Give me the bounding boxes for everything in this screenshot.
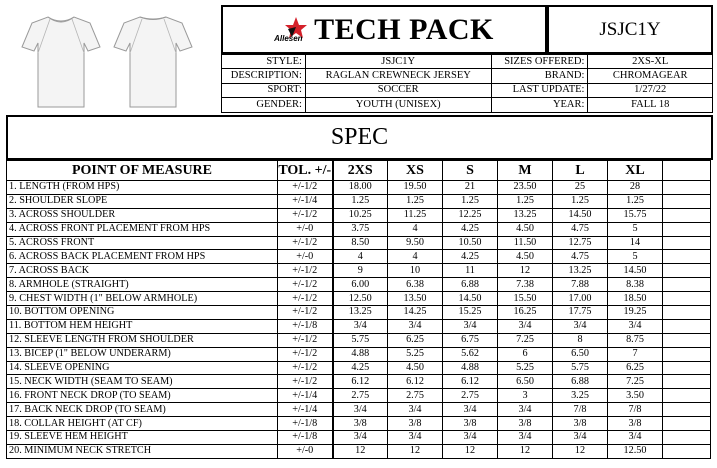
- size-value-cell: 3/4: [608, 431, 663, 445]
- size-value-cell: 14.25: [388, 306, 443, 320]
- info-label: SPORT:: [222, 83, 306, 97]
- size-value-cell: 6.75: [443, 333, 498, 347]
- info-label: STYLE:: [222, 55, 306, 69]
- size-value-cell: 1.25: [553, 194, 608, 208]
- size-value-cell: 7.25: [608, 375, 663, 389]
- info-value: CHROMAGEAR: [588, 69, 713, 83]
- measure-name-cell: 8. ARMHOLE (STRAIGHT): [7, 278, 278, 292]
- size-value-cell: 4.25: [333, 361, 388, 375]
- size-value-cell: [663, 319, 711, 333]
- size-value-cell: 6.12: [388, 375, 443, 389]
- measure-name-cell: 10. BOTTOM OPENING: [7, 306, 278, 320]
- size-value-cell: 15.50: [498, 292, 553, 306]
- measure-name-cell: 17. BACK NECK DROP (TO SEAM): [7, 403, 278, 417]
- column-header-pom: POINT OF MEASURE: [7, 161, 278, 181]
- size-value-cell: 9: [333, 264, 388, 278]
- size-value-cell: 5: [608, 222, 663, 236]
- measure-name-cell: 1. LENGTH (FROM HPS): [7, 181, 278, 195]
- table-row: [7, 236, 711, 250]
- size-value-cell: 6: [498, 347, 553, 361]
- table-row: [7, 389, 711, 403]
- measure-name-cell: 12. SLEEVE LENGTH FROM SHOULDER: [7, 333, 278, 347]
- size-value-cell: 12: [443, 444, 498, 458]
- size-value-cell: [663, 417, 711, 431]
- tolerance-cell: +/-1/2: [278, 278, 333, 292]
- size-value-cell: [663, 250, 711, 264]
- info-row: [222, 69, 713, 83]
- size-value-cell: [663, 292, 711, 306]
- size-value-cell: 8.75: [608, 333, 663, 347]
- info-label: SIZES OFFERED:: [491, 55, 588, 69]
- tolerance-cell: +/-1/2: [278, 347, 333, 361]
- size-value-cell: 11: [443, 264, 498, 278]
- info-row: [222, 83, 713, 97]
- spec-heading: [6, 115, 713, 160]
- size-value-cell: 14.50: [608, 264, 663, 278]
- size-value-cell: 6.88: [553, 375, 608, 389]
- size-value-cell: 3.75: [333, 222, 388, 236]
- measure-name-cell: 3. ACROSS SHOULDER: [7, 208, 278, 222]
- size-value-cell: 7.38: [498, 278, 553, 292]
- size-value-cell: [663, 431, 711, 445]
- size-value-cell: 3/4: [498, 431, 553, 445]
- size-value-cell: 16.25: [498, 306, 553, 320]
- size-value-cell: 13.50: [388, 292, 443, 306]
- size-value-cell: 12: [498, 444, 553, 458]
- size-value-cell: 12.25: [443, 208, 498, 222]
- size-value-cell: 4.50: [388, 361, 443, 375]
- column-header: XS: [388, 161, 443, 181]
- measure-name-cell: 18. COLLAR HEIGHT (AT CF): [7, 417, 278, 431]
- size-value-cell: 4: [388, 250, 443, 264]
- info-value: RAGLAN CREWNECK JERSEY: [305, 69, 491, 83]
- style-info-table: [221, 54, 713, 113]
- size-value-cell: 3/8: [443, 417, 498, 431]
- table-row: [7, 264, 711, 278]
- size-value-cell: 18.50: [608, 292, 663, 306]
- size-value-cell: 10.25: [333, 208, 388, 222]
- measure-name-cell: 16. FRONT NECK DROP (TO SEAM): [7, 389, 278, 403]
- size-value-cell: 3.50: [608, 389, 663, 403]
- size-value-cell: 13.25: [333, 306, 388, 320]
- size-value-cell: 4.50: [498, 250, 553, 264]
- size-value-cell: 7/8: [608, 403, 663, 417]
- tolerance-cell: +/-1/2: [278, 208, 333, 222]
- size-value-cell: 1.25: [498, 194, 553, 208]
- tolerance-cell: +/-1/2: [278, 292, 333, 306]
- size-value-cell: 1.25: [443, 194, 498, 208]
- table-row: [7, 431, 711, 445]
- size-value-cell: 2.75: [443, 389, 498, 403]
- tolerance-cell: +/-0: [278, 250, 333, 264]
- table-row: [7, 444, 711, 458]
- size-value-cell: 3/4: [553, 431, 608, 445]
- tolerance-cell: +/-1/2: [278, 361, 333, 375]
- size-value-cell: 19.25: [608, 306, 663, 320]
- measure-name-cell: 7. ACROSS BACK: [7, 264, 278, 278]
- size-value-cell: [663, 208, 711, 222]
- size-value-cell: 12.50: [333, 292, 388, 306]
- size-value-cell: [663, 347, 711, 361]
- size-value-cell: 6.12: [333, 375, 388, 389]
- shirt-front-sketch: [20, 13, 102, 111]
- size-value-cell: 18.00: [333, 181, 388, 195]
- tolerance-cell: +/-1/4: [278, 194, 333, 208]
- size-value-cell: 3/4: [443, 319, 498, 333]
- table-row: [7, 375, 711, 389]
- measure-name-cell: 19. SLEEVE HEM HEIGHT: [7, 431, 278, 445]
- spec-table: [6, 160, 711, 459]
- size-value-cell: 11.25: [388, 208, 443, 222]
- table-row: [7, 403, 711, 417]
- info-label: BRAND:: [491, 69, 588, 83]
- size-value-cell: [663, 181, 711, 195]
- measure-name-cell: 4. ACROSS FRONT PLACEMENT FROM HPS: [7, 222, 278, 236]
- size-value-cell: 14.50: [553, 208, 608, 222]
- table-row: [7, 306, 711, 320]
- size-value-cell: 3/8: [498, 417, 553, 431]
- size-value-cell: 4.75: [553, 250, 608, 264]
- tech-pack-title-box: [221, 5, 547, 54]
- table-row: [7, 347, 711, 361]
- size-value-cell: 7: [608, 347, 663, 361]
- size-value-cell: 4: [388, 222, 443, 236]
- table-row: [7, 417, 711, 431]
- size-value-cell: 1.25: [333, 194, 388, 208]
- size-value-cell: 12: [333, 444, 388, 458]
- size-value-cell: [663, 264, 711, 278]
- size-value-cell: 9.50: [388, 236, 443, 250]
- size-value-cell: 8.50: [333, 236, 388, 250]
- measure-name-cell: 20. MINIMUM NECK STRETCH: [7, 444, 278, 458]
- shirt-back-sketch: [112, 13, 194, 111]
- brand-logo: [274, 15, 310, 45]
- size-value-cell: 12.50: [608, 444, 663, 458]
- tolerance-cell: +/-1/8: [278, 417, 333, 431]
- size-value-cell: 17.75: [553, 306, 608, 320]
- tolerance-cell: +/-1/4: [278, 389, 333, 403]
- garment-sketch-area: [6, 5, 218, 115]
- tolerance-cell: +/-1/2: [278, 333, 333, 347]
- size-value-cell: 3/4: [498, 319, 553, 333]
- size-value-cell: 25: [553, 181, 608, 195]
- table-row: [7, 292, 711, 306]
- size-value-cell: 3.25: [553, 389, 608, 403]
- size-value-cell: [663, 375, 711, 389]
- table-row: [7, 319, 711, 333]
- size-value-cell: 3/4: [333, 431, 388, 445]
- size-value-cell: 12: [498, 264, 553, 278]
- table-row: [7, 250, 711, 264]
- size-value-cell: [663, 444, 711, 458]
- tolerance-cell: +/-0: [278, 444, 333, 458]
- tolerance-cell: +/-0: [278, 222, 333, 236]
- tolerance-cell: +/-1/4: [278, 403, 333, 417]
- size-value-cell: [663, 236, 711, 250]
- size-value-cell: 4.88: [443, 361, 498, 375]
- measure-name-cell: 5. ACROSS FRONT: [7, 236, 278, 250]
- size-value-cell: 6.25: [388, 333, 443, 347]
- size-value-cell: 7.88: [553, 278, 608, 292]
- info-label: GENDER:: [222, 98, 306, 112]
- size-value-cell: 5.25: [388, 347, 443, 361]
- measure-name-cell: 15. NECK WIDTH (SEAM TO SEAM): [7, 375, 278, 389]
- info-value: SOCCER: [305, 83, 491, 97]
- measure-name-cell: 9. CHEST WIDTH (1" BELOW ARMHOLE): [7, 292, 278, 306]
- size-value-cell: 3/4: [388, 431, 443, 445]
- tolerance-cell: +/-1/2: [278, 264, 333, 278]
- size-value-cell: 10: [388, 264, 443, 278]
- size-value-cell: [663, 333, 711, 347]
- size-value-cell: 3/4: [388, 319, 443, 333]
- size-value-cell: 1.25: [608, 194, 663, 208]
- size-value-cell: 7.25: [498, 333, 553, 347]
- size-value-cell: 4.88: [333, 347, 388, 361]
- size-value-cell: 21: [443, 181, 498, 195]
- size-value-cell: 5.75: [553, 361, 608, 375]
- size-value-cell: 8.38: [608, 278, 663, 292]
- info-label: DESCRIPTION:: [222, 69, 306, 83]
- size-value-cell: 4.75: [553, 222, 608, 236]
- size-value-cell: 6.50: [553, 347, 608, 361]
- info-value: FALL 18: [588, 98, 713, 112]
- size-value-cell: 2.75: [333, 389, 388, 403]
- size-value-cell: [663, 194, 711, 208]
- page-title: TECH PACK: [314, 12, 494, 46]
- size-value-cell: 15.75: [608, 208, 663, 222]
- size-value-cell: 4.25: [443, 222, 498, 236]
- tolerance-cell: +/-1/2: [278, 236, 333, 250]
- brand-logo-text: Allesen: [274, 33, 303, 43]
- column-header: TOL. +/-: [278, 161, 333, 181]
- size-value-cell: 6.25: [608, 361, 663, 375]
- size-value-cell: 6.88: [443, 278, 498, 292]
- style-code: JSJC1Y: [599, 18, 661, 40]
- measure-name-cell: 13. BICEP (1" BELOW UNDERARM): [7, 347, 278, 361]
- table-row: [7, 194, 711, 208]
- tolerance-cell: +/-1/2: [278, 375, 333, 389]
- column-header: L: [553, 161, 608, 181]
- info-value: 1/27/22: [588, 83, 713, 97]
- size-value-cell: 7/8: [553, 403, 608, 417]
- size-value-cell: [663, 403, 711, 417]
- size-value-cell: 3/4: [608, 319, 663, 333]
- size-value-cell: 12.75: [553, 236, 608, 250]
- info-value: 2XS-XL: [588, 55, 713, 69]
- tolerance-cell: +/-1/2: [278, 181, 333, 195]
- size-value-cell: 3/8: [333, 417, 388, 431]
- size-value-cell: 3/8: [553, 417, 608, 431]
- table-row: [7, 208, 711, 222]
- table-row: [7, 333, 711, 347]
- size-value-cell: 10.50: [443, 236, 498, 250]
- size-value-cell: 12: [553, 444, 608, 458]
- size-value-cell: 19.50: [388, 181, 443, 195]
- style-code-box: [547, 5, 713, 54]
- measure-name-cell: 14. SLEEVE OPENING: [7, 361, 278, 375]
- size-value-cell: 14.50: [443, 292, 498, 306]
- size-value-cell: 5.62: [443, 347, 498, 361]
- size-value-cell: 4.50: [498, 222, 553, 236]
- size-value-cell: 14: [608, 236, 663, 250]
- table-row: [7, 181, 711, 195]
- spec-title: SPEC: [330, 124, 389, 150]
- size-value-cell: [663, 278, 711, 292]
- info-row: [222, 55, 713, 69]
- size-value-cell: 8: [553, 333, 608, 347]
- size-value-cell: 1.25: [388, 194, 443, 208]
- column-header: [663, 161, 711, 181]
- size-value-cell: 3/8: [388, 417, 443, 431]
- size-value-cell: 6.12: [443, 375, 498, 389]
- column-header: 2XS: [333, 161, 388, 181]
- size-value-cell: 5.75: [333, 333, 388, 347]
- column-header: M: [498, 161, 553, 181]
- size-value-cell: 23.50: [498, 181, 553, 195]
- size-value-cell: 12: [388, 444, 443, 458]
- tolerance-cell: +/-1/2: [278, 306, 333, 320]
- size-value-cell: 3/4: [333, 403, 388, 417]
- size-value-cell: 17.00: [553, 292, 608, 306]
- info-label: LAST UPDATE:: [491, 83, 588, 97]
- size-value-cell: [663, 389, 711, 403]
- table-row: [7, 278, 711, 292]
- size-value-cell: 3/4: [498, 403, 553, 417]
- size-value-cell: [663, 222, 711, 236]
- size-value-cell: 13.25: [498, 208, 553, 222]
- size-value-cell: 4.25: [443, 250, 498, 264]
- size-value-cell: 3/8: [608, 417, 663, 431]
- measure-name-cell: 11. BOTTOM HEM HEIGHT: [7, 319, 278, 333]
- size-value-cell: [663, 306, 711, 320]
- size-value-cell: 15.25: [443, 306, 498, 320]
- info-value: YOUTH (UNISEX): [305, 98, 491, 112]
- size-value-cell: 6.00: [333, 278, 388, 292]
- column-header: S: [443, 161, 498, 181]
- table-row: [7, 361, 711, 375]
- measure-name-cell: 2. SHOULDER SLOPE: [7, 194, 278, 208]
- info-label: YEAR:: [491, 98, 588, 112]
- size-value-cell: 3/4: [443, 403, 498, 417]
- size-value-cell: 4: [333, 250, 388, 264]
- size-value-cell: 5.25: [498, 361, 553, 375]
- size-value-cell: 11.50: [498, 236, 553, 250]
- size-value-cell: 3/4: [553, 319, 608, 333]
- size-value-cell: 2.75: [388, 389, 443, 403]
- size-value-cell: 5: [608, 250, 663, 264]
- measure-name-cell: 6. ACROSS BACK PLACEMENT FROM HPS: [7, 250, 278, 264]
- size-value-cell: 3/4: [443, 431, 498, 445]
- size-value-cell: [663, 361, 711, 375]
- size-value-cell: 13.25: [553, 264, 608, 278]
- size-value-cell: 6.50: [498, 375, 553, 389]
- size-value-cell: 6.38: [388, 278, 443, 292]
- info-value: JSJC1Y: [305, 55, 491, 69]
- size-value-cell: 3/4: [388, 403, 443, 417]
- tolerance-cell: +/-1/8: [278, 431, 333, 445]
- size-value-cell: 3: [498, 389, 553, 403]
- size-value-cell: 28: [608, 181, 663, 195]
- size-value-cell: 3/4: [333, 319, 388, 333]
- column-header: XL: [608, 161, 663, 181]
- tolerance-cell: +/-1/8: [278, 319, 333, 333]
- table-row: [7, 222, 711, 236]
- info-row: [222, 98, 713, 112]
